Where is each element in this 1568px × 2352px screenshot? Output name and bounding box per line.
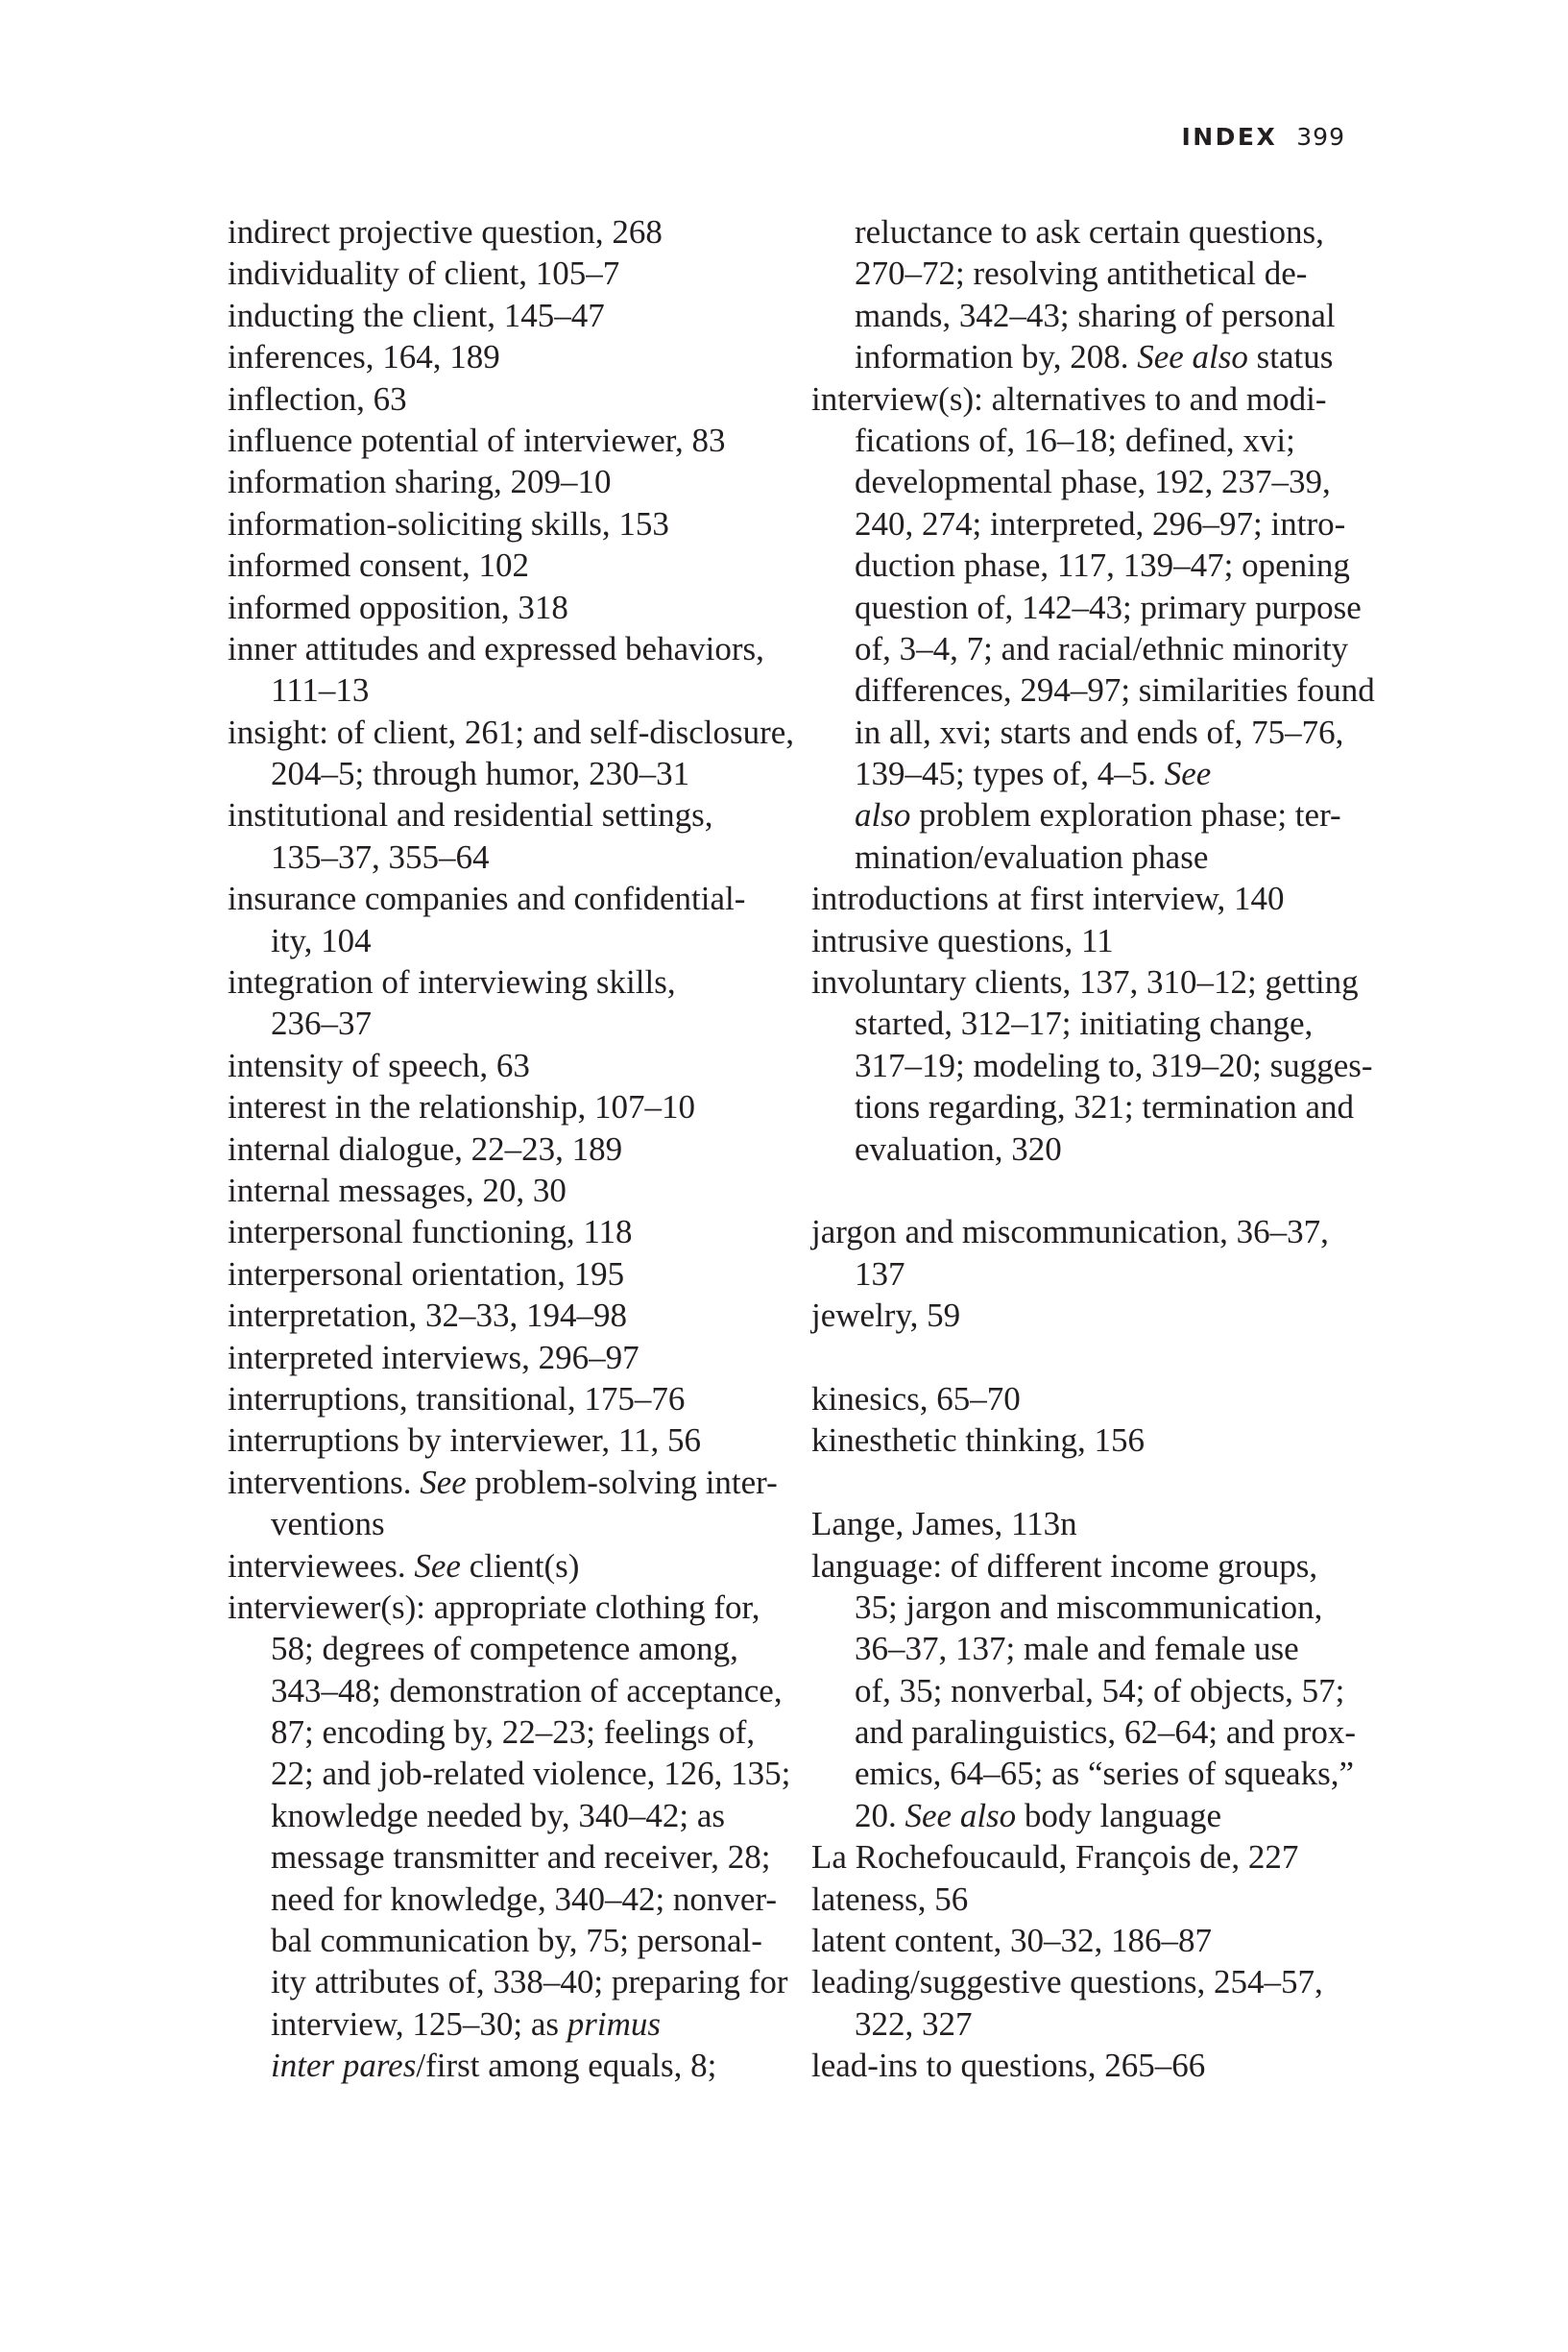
index-entry: informed consent, 102 (228, 546, 529, 585)
index-entry-continuation: 35; jargon and miscommunication, (855, 1588, 1323, 1626)
letter-group-gap (811, 1462, 1368, 1503)
italic-term: primus (567, 2004, 662, 2043)
index-entry: information-soliciting skills, 153 (228, 504, 669, 543)
index-entry: kinesthetic thinking, 156 (811, 1421, 1146, 1460)
index-entry: internal messages, 20, 30 (228, 1171, 567, 1209)
index-entry: insight: of client, 261; and self-disclosure, (228, 713, 795, 751)
index-entry: La Rochefoucauld, François de, 227 (811, 1838, 1299, 1877)
index-entry-continuation: ventions (271, 1505, 385, 1543)
index-entry-continuation: 322, 327 (855, 2004, 973, 2043)
index-entry: interruptions by interviewer, 11, 56 (228, 1421, 702, 1460)
index-entry-continuation: 240, 274; interpreted, 296–97; intro- (855, 504, 1346, 543)
index-entry-continuation (811, 336, 1368, 377)
index-entry: interview(s): alternatives to and modi- (811, 379, 1327, 418)
entry-text: problem-solving inter- (474, 1463, 778, 1501)
index-entry-continuation: in all, xvi; starts and ends of, 75–76, (855, 713, 1344, 751)
index-entry-continuation: 135–37, 355–64 (271, 837, 490, 876)
index-entry-continuation: 111–13 (271, 671, 370, 710)
index-entry-continuation: 317–19; modeling to, 319–20; sugges- (855, 1046, 1373, 1084)
index-entry: influence potential of interviewer, 83 (228, 421, 726, 459)
index-entry: language: of different income groups, (811, 1546, 1318, 1585)
index-entry-continuation (811, 794, 1368, 836)
entry-text: 139–45; types of, 4–5. (855, 755, 1157, 793)
entry-text: body language (1024, 1796, 1221, 1834)
index-entry-continuation: 58; degrees of competence among, (271, 1630, 738, 1668)
index-entry: information sharing, 209–10 (228, 463, 612, 501)
entry-text: problem exploration phase; ter- (919, 796, 1341, 835)
entry-text: information by, 208. (855, 338, 1129, 376)
index-entry-continuation: evaluation, 320 (855, 1129, 1062, 1168)
running-head (1181, 123, 1345, 151)
index-entry: inferences, 164, 189 (228, 338, 500, 376)
index-entry-continuation: fications of, 16–18; defined, xvi; (855, 421, 1295, 459)
index-entry: interpersonal functioning, 118 (228, 1213, 633, 1251)
index-entry: lateness, 56 (811, 1879, 969, 1918)
index-entry-continuation: 36–37, 137; male and female use (855, 1630, 1299, 1668)
index-entry-continuation: 87; encoding by, 22–23; feelings of, (271, 1713, 756, 1752)
index-entry: interpersonal orientation, 195 (228, 1254, 625, 1293)
index-entry-continuation: ity attributes of, 338–40; preparing for (271, 1963, 788, 2001)
see-also-reference: See also (905, 1796, 1017, 1834)
index-entry: institutional and residential settings, (228, 796, 713, 835)
index-entry: interruptions, transitional, 175–76 (228, 1379, 686, 1418)
entry-text: status (1256, 338, 1334, 376)
index-entry: jewelry, 59 (811, 1297, 961, 1335)
index-entry-continuation (811, 1795, 1368, 1836)
index-entry-continuation: mination/evaluation phase (855, 837, 1209, 876)
index-entry-continuation: 137 (855, 1254, 905, 1293)
entry-text: interventions. (228, 1463, 412, 1501)
index-entry: inflection, 63 (228, 379, 407, 418)
index-entry-continuation (811, 753, 1368, 794)
index-column-right (811, 211, 1375, 2087)
index-entry: integration of interviewing skills, (228, 963, 676, 1002)
index-entry: individuality of client, 105–7 (228, 255, 620, 293)
index-entry-continuation: of, 35; nonverbal, 54; of objects, 57; (855, 1671, 1345, 1709)
index-entry: introductions at first interview, 140 (811, 880, 1285, 918)
index-entry: intrusive questions, 11 (811, 921, 1114, 959)
letter-group-gap (811, 1337, 1368, 1378)
index-entry-continuation (228, 2003, 784, 2045)
see-reference: See (414, 1546, 461, 1585)
see-reference: See (420, 1463, 467, 1501)
index-entry: interpretation, 32–33, 194–98 (228, 1297, 628, 1335)
index-entry-continuation: message transmitter and receiver, 28; (271, 1838, 771, 1877)
index-entry: involuntary clients, 137, 310–12; getting (811, 963, 1359, 1002)
index-entry: interviewer(s): appropriate clothing for, (228, 1588, 760, 1626)
index-entry: leading/suggestive questions, 254–57, (811, 1963, 1323, 2001)
index-entry-continuation: 22; and job-related violence, 126, 135; (271, 1755, 791, 1793)
letter-group-gap (811, 1170, 1368, 1211)
index-entry-continuation: 343–48; demonstration of acceptance, (271, 1671, 783, 1709)
entry-text: 20. (855, 1796, 897, 1834)
index-entry: internal dialogue, 22–23, 189 (228, 1129, 623, 1168)
entry-text: client(s) (469, 1546, 580, 1585)
index-entry: lead-ins to questions, 265–66 (811, 2047, 1206, 2085)
index-entry: jargon and miscommunication, 36–37, (811, 1213, 1329, 1251)
index-entry-continuation: knowledge needed by, 340–42; as (271, 1796, 726, 1834)
index-entry-continuation: started, 312–17; initiating change, (855, 1005, 1314, 1043)
see-reference: See (1164, 755, 1212, 793)
index-entry: inner attitudes and expressed behaviors, (228, 629, 764, 667)
entry-text: interview, 125–30; as (271, 2004, 560, 2043)
entry-text: /first among equals, 8; (416, 2047, 717, 2085)
index-entry: intensity of speech, 63 (228, 1046, 530, 1084)
page-number: 399 (1296, 123, 1345, 151)
index-entry-continuation: question of, 142–43; primary purpose (855, 588, 1362, 626)
index-entry: insurance companies and confidential- (228, 880, 746, 918)
index-entry: interest in the relationship, 107–10 (228, 1088, 695, 1127)
index-entry-continuation: reluctance to ask certain questions, (855, 213, 1324, 251)
index-entry: informed opposition, 318 (228, 588, 568, 626)
index-entry: inducting the client, 145–47 (228, 296, 605, 334)
index-entry-continuation (228, 2045, 784, 2086)
italic-term: inter pares (271, 2047, 417, 2085)
index-entry-continuation: bal communication by, 75; personal- (271, 1922, 762, 1960)
index-column-left (228, 211, 795, 2087)
index-entry: indirect projective question, 268 (228, 213, 663, 251)
see-also-reference: See also (1137, 338, 1248, 376)
see-also-reference: also (855, 796, 911, 835)
index-entry-continuation: ity, 104 (271, 921, 372, 959)
index-entry-continuation: differences, 294–97; similarities found (855, 671, 1375, 710)
index-entry (228, 1545, 784, 1587)
index-entry-continuation: and paralinguistics, 62–64; and prox- (855, 1713, 1356, 1752)
entry-text: interviewees. (228, 1546, 406, 1585)
index-entry-continuation: duction phase, 117, 139–47; opening (855, 546, 1350, 585)
section-label: INDEX (1181, 123, 1278, 151)
index-entry (228, 1462, 784, 1503)
index-entry-continuation: tions regarding, 321; termination and (855, 1088, 1355, 1127)
index-entry-continuation: 270–72; resolving antithetical de- (855, 255, 1308, 293)
index-entry-continuation: developmental phase, 192, 237–39, (855, 463, 1331, 501)
index-entry-continuation: 236–37 (271, 1005, 372, 1043)
index-entry-continuation: of, 3–4, 7; and racial/ethnic minority (855, 629, 1349, 667)
index-entry: kinesics, 65–70 (811, 1379, 1021, 1418)
index-entry-continuation: need for knowledge, 340–42; nonver- (271, 1879, 778, 1918)
index-entry-continuation: mands, 342–43; sharing of personal (855, 296, 1336, 334)
index-entry-continuation: 204–5; through humor, 230–31 (271, 755, 690, 793)
index-entry: Lange, James, 113n (811, 1505, 1077, 1543)
index-entry-continuation: emics, 64–65; as “series of squeaks,” (855, 1755, 1354, 1793)
index-entry: interpreted interviews, 296–97 (228, 1338, 639, 1376)
index-entry: latent content, 30–32, 186–87 (811, 1922, 1213, 1960)
